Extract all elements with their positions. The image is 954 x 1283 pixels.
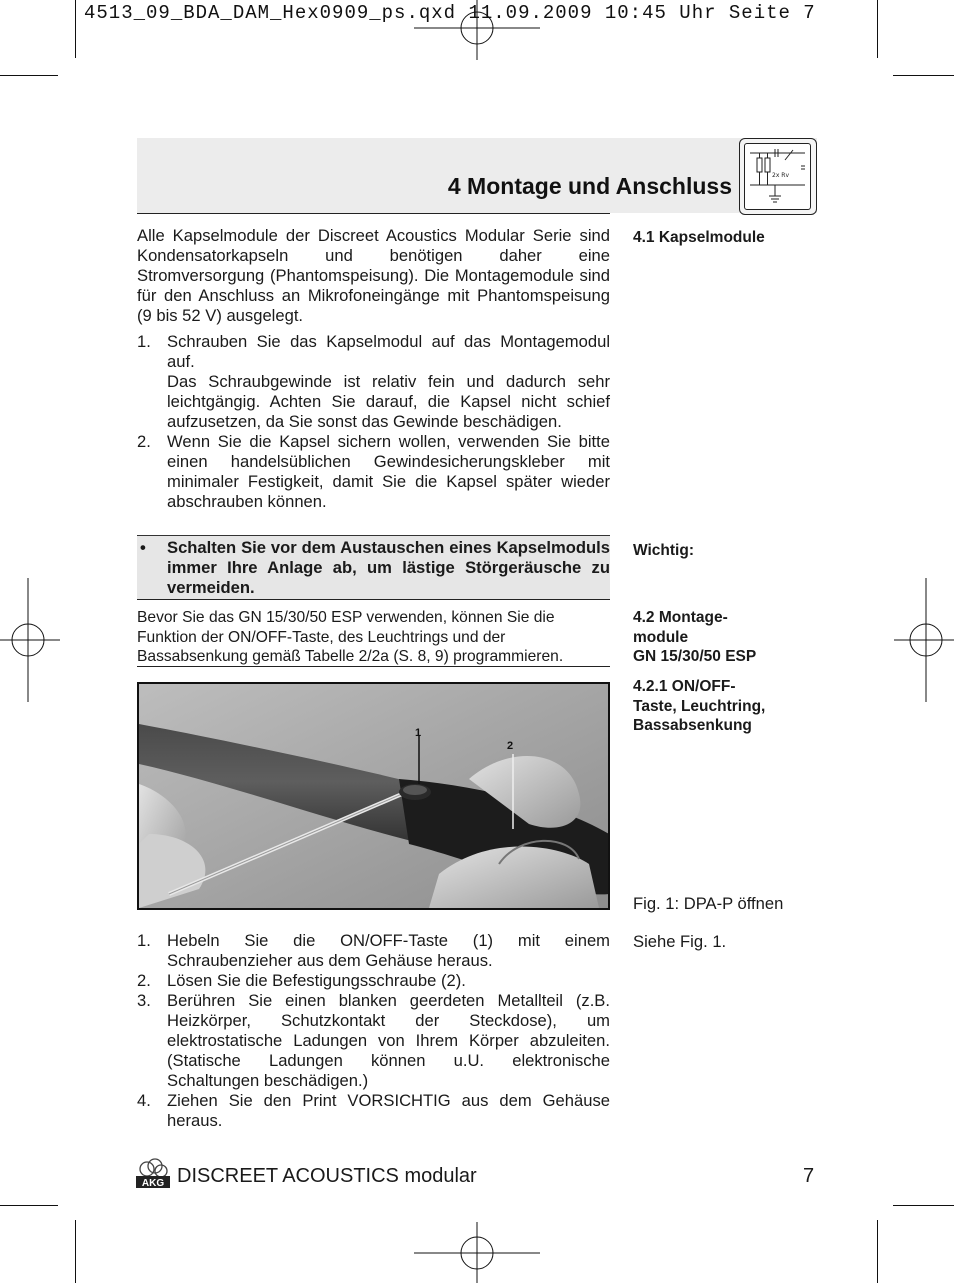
- bullet: •: [140, 538, 146, 557]
- opening-steps: [137, 931, 610, 1131]
- akg-logo: [133, 1157, 173, 1191]
- list-text: Wenn Sie die Kapsel sichern wollen, verwenden Sie bitte einen handelsüblichen Gewindesicherungskleber mit minimaler Festigkeit, damit Sie die Kapsel später wieder abschrauben können.: [167, 432, 610, 511]
- list-item: [137, 931, 610, 971]
- side-heading-4-2: 4.2 Montage- module GN 15/30/50 ESP: [633, 609, 757, 665]
- list-item: [137, 332, 610, 432]
- mounting-steps: [137, 332, 610, 512]
- list-item: [137, 991, 610, 1091]
- list-note: Das Schraubgewinde ist relativ fein und dadurch sehr leichtgängig. Achten Sie darauf, die Kapsel nicht schief aufzusetzen, da Sie sonst das Gewinde beschädigen.: [167, 372, 610, 431]
- list-number: 3.: [137, 991, 151, 1010]
- chapter-title: 4 Montage und Anschluss: [447, 173, 732, 199]
- page-number: 7: [803, 1165, 815, 1187]
- list-item: [137, 432, 610, 512]
- side-heading-4-1: 4.1 Kapselmodule: [633, 229, 765, 246]
- header-rule: [137, 213, 610, 214]
- schematic-label: 2x Rv: [772, 172, 789, 179]
- side-heading-4-2-1: 4.2.1 ON/OFF- Taste, Leuchtring, Bassabsenkung: [633, 678, 766, 734]
- note-rule: [137, 666, 610, 667]
- list-number: 1.: [137, 332, 151, 351]
- side-heading-wichtig: Wichtig:: [633, 542, 694, 559]
- callout-label-1: 1: [415, 727, 422, 739]
- list-number: 2.: [137, 971, 151, 990]
- microphone-photo: [139, 684, 608, 908]
- warning-rule: [137, 599, 610, 600]
- list-text: Hebeln Sie die ON/OFF-Taste (1) mit einem Schraubenzieher aus dem Gehäuse heraus.: [167, 931, 610, 970]
- print-slug: 4513_09_BDA_DAM_Hex0909_ps.qxd 11.09.2009 10:45 Uhr Seite 7: [84, 2, 816, 24]
- list-text: Berühren Sie einen blanken geerdeten Metallteil (z.B. Heizkörper, Schutzkontakt der Steckdose), um elektrostatische Ladungen von Ihrem Körper abzuleiten. (Statische Ladungen können u.U. elektronische Schaltungen beschädigen.): [167, 991, 610, 1090]
- figure-caption: Fig. 1: DPA-P öffnen: [633, 894, 784, 913]
- list-text: Ziehen Sie den Print VORSICHTIG aus dem Gehäuse heraus.: [167, 1091, 610, 1130]
- figure-reference: Siehe Fig. 1.: [633, 932, 727, 951]
- warning-text: Schalten Sie vor dem Austauschen eines Kapselmoduls immer Ihre Anlage ab, um lästige Störgeräusche zu vermeiden.: [167, 538, 610, 597]
- list-number: 4.: [137, 1091, 151, 1110]
- circuit-schematic-icon: [744, 143, 811, 210]
- figure-photo: [137, 682, 610, 910]
- list-number: 1.: [137, 931, 151, 950]
- list-number: 2.: [137, 432, 151, 451]
- footer-product-name: DISCREET ACOUSTICS modular: [177, 1165, 477, 1187]
- list-text: Schrauben Sie das Kapselmodul auf das Montagemodul auf.: [167, 332, 610, 371]
- list-item: [137, 1091, 610, 1131]
- list-item: [137, 971, 610, 991]
- callout-label-2: 2: [507, 740, 514, 752]
- list-text: Lösen Sie die Befestigungsschraube (2).: [167, 971, 466, 990]
- warning-note: [137, 538, 610, 598]
- programming-note: Bevor Sie das GN 15/30/50 ESP verwenden, können Sie die Funktion der ON/OFF-Taste, des Leuchtrings und der Bassabsenkung gemäß Tabelle 2/2a (S. 8, 9) programmieren.: [137, 609, 564, 665]
- logo-text: AKG: [141, 1178, 165, 1189]
- intro-paragraph: Alle Kapselmodule der Discreet Acoustics Modular Serie sind Kondensatorkapseln und benötigen daher eine Stromversorgung (Phantomspeisung). Die Montagemodule sind für den Anschluss an Mikrofoneingänge mit Phantomspeisung (9 bis 52 V) ausgelegt.: [137, 226, 610, 325]
